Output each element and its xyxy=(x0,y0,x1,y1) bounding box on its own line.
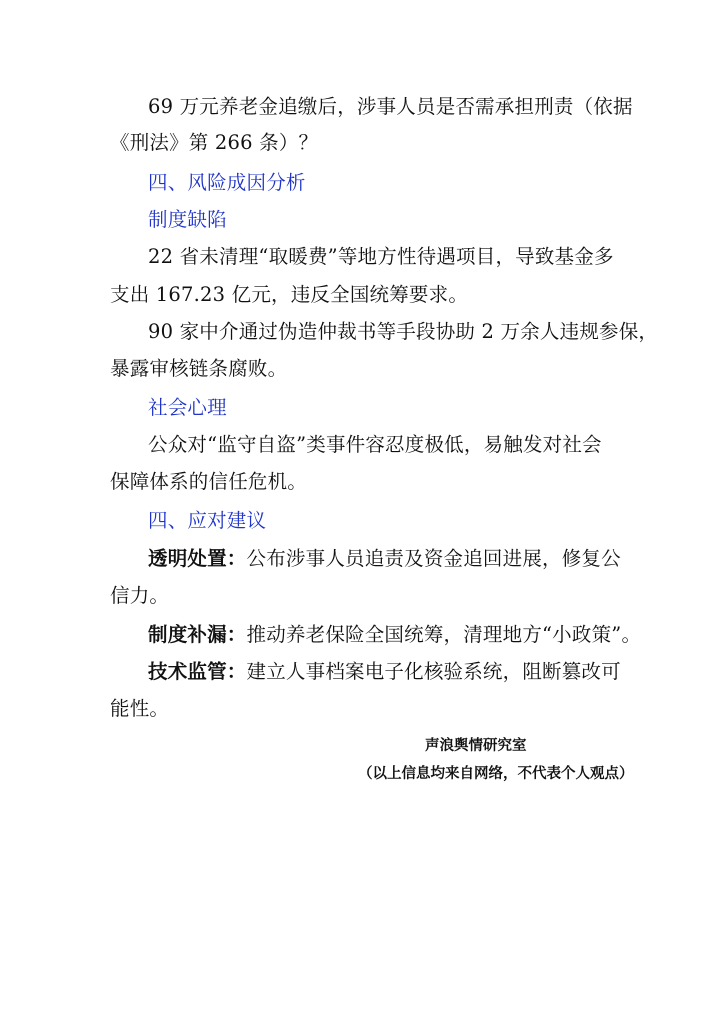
paragraph-line: 支出 167.23 亿元，违反全国统筹要求。 xyxy=(110,283,469,306)
suggestion-text: 公布涉事人员追责及资金追回进展，修复公 xyxy=(246,547,621,570)
section-heading-response: 四、应对建议 xyxy=(148,509,267,532)
paragraph-line: 保障体系的信任危机。 xyxy=(110,470,308,493)
footer-disclaimer: （以上信息均来自网络，不代表个人观点） xyxy=(358,765,634,782)
suggestion-text: 推动养老保险全国统筹，清理地方“小政策”。 xyxy=(246,623,642,646)
paragraph-line: 信力。 xyxy=(110,584,170,607)
suggestion-label: 技术监管： xyxy=(148,660,247,683)
subheading-institutional-defects: 制度缺陷 xyxy=(148,208,227,231)
subheading-social-psychology: 社会心理 xyxy=(148,396,227,419)
footer-organization: 声浪舆情研究室 xyxy=(425,737,527,754)
suggestion-system-patch xyxy=(148,620,658,650)
suggestion-transparency xyxy=(148,544,658,574)
paragraph-line: 能性。 xyxy=(110,697,170,720)
suggestion-text: 建立人事档案电子化核验系统，阻断篡改可 xyxy=(246,660,621,683)
section-heading-risk-causes: 四、风险成因分析 xyxy=(148,171,306,194)
suggestion-label: 透明处置： xyxy=(148,547,247,570)
paragraph-line: 90 家中介通过伪造仲裁书等手段协助 2 万余人违规参保， xyxy=(148,320,659,343)
paragraph-line: 暴露审核链条腐败。 xyxy=(110,357,288,380)
paragraph-line: 公众对“监守自盗”类事件容忍度极低，易触发对社会 xyxy=(148,433,602,456)
paragraph-line: 22 省未清理“取暖费”等地方性待遇项目，导致基金多 xyxy=(148,245,614,268)
paragraph-line: 《刑法》第 266 条）？ xyxy=(110,131,319,154)
suggestion-label: 制度补漏： xyxy=(148,623,247,646)
paragraph-line: 69 万元养老金追缴后，涉事人员是否需承担刑责（依据 xyxy=(148,95,633,118)
suggestion-tech-supervision xyxy=(148,657,658,687)
